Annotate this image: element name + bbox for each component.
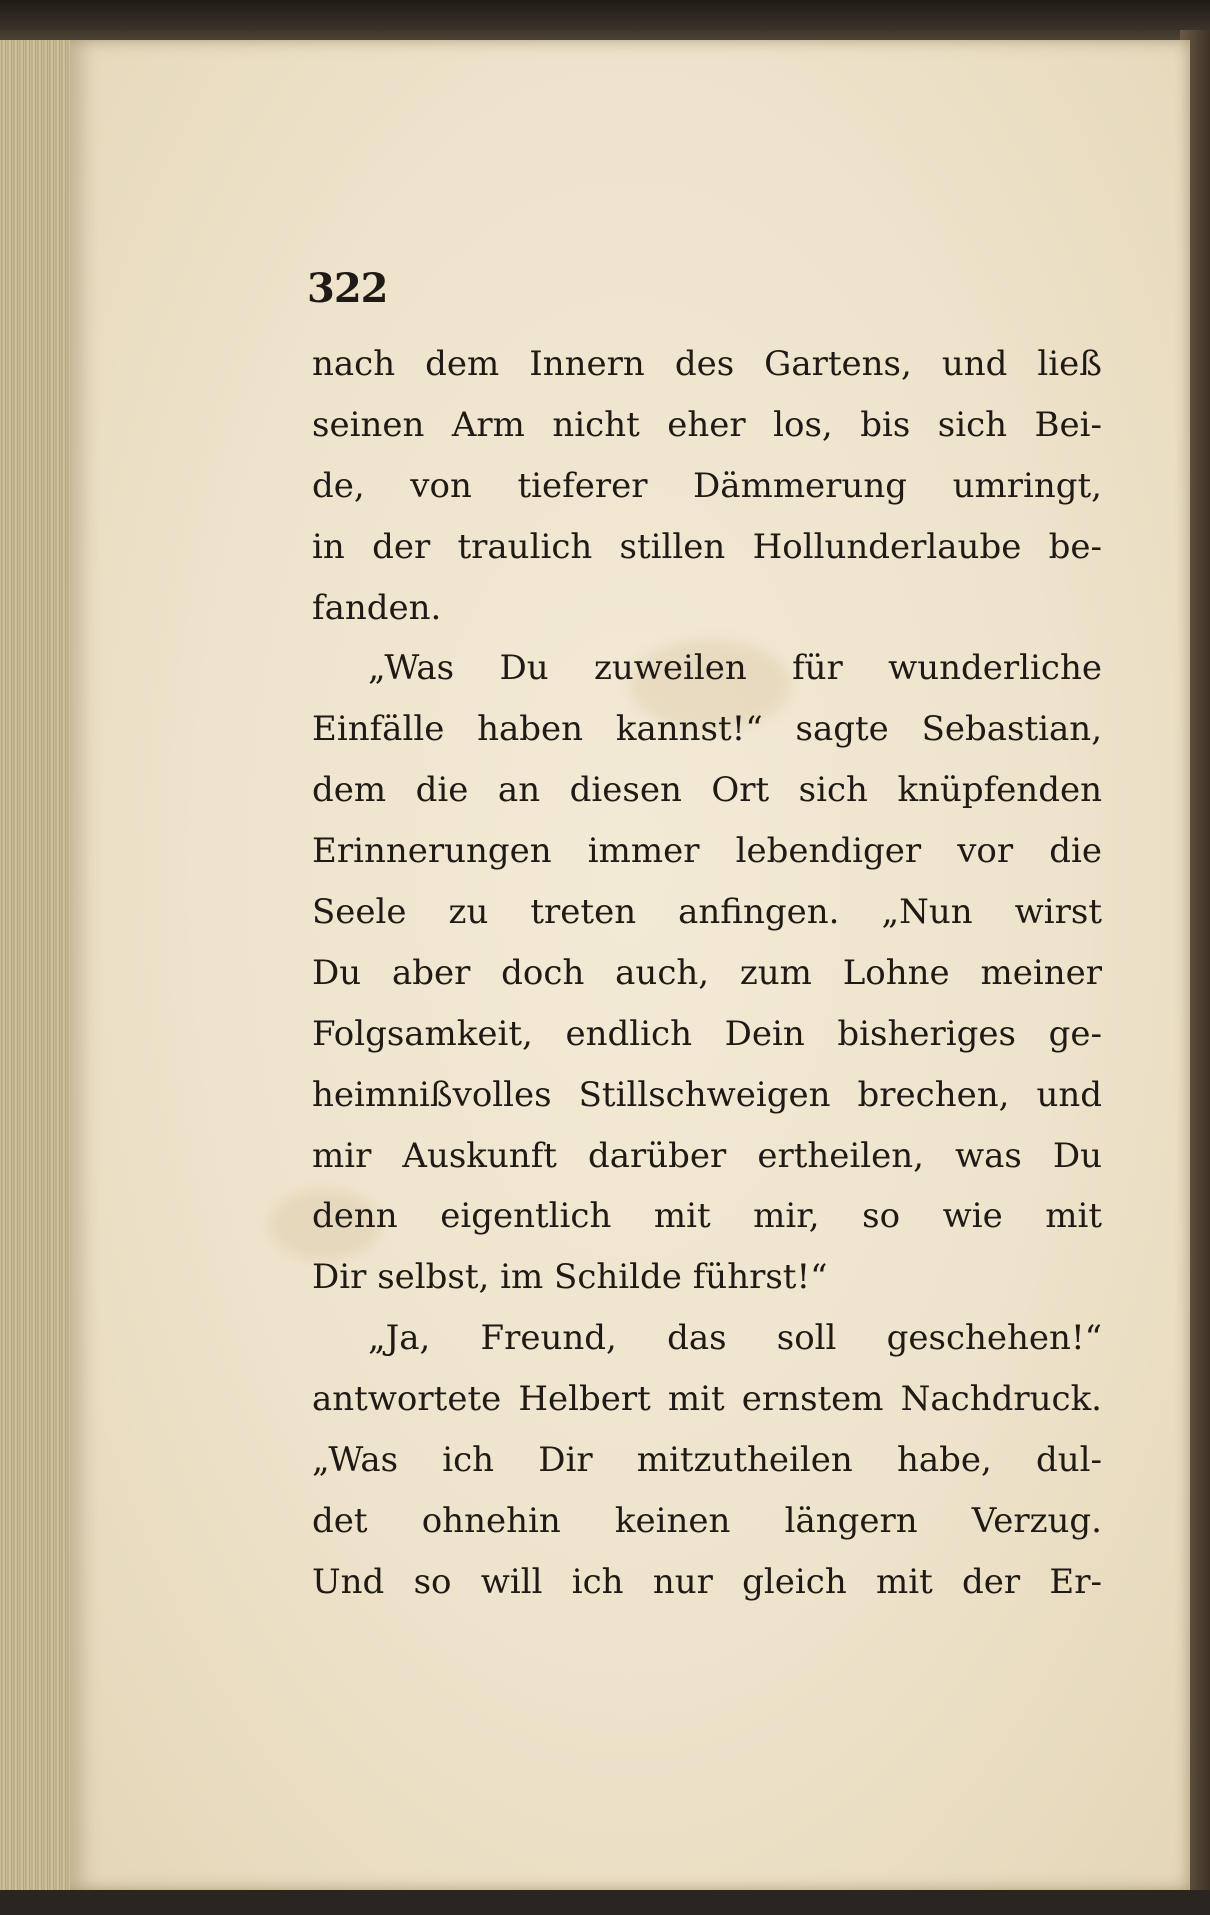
text-line: seinen Arm nicht eher los, bis sich Bei- xyxy=(312,404,1102,445)
text-line: denn eigentlich mit mir, so wie mit xyxy=(312,1196,1102,1237)
text-line: Einfälle haben kannst!“ sagte Sebastian, xyxy=(312,709,1102,750)
text-line: Folgsamkeit, endlich Dein bisheriges ge- xyxy=(312,1013,1102,1054)
body-text xyxy=(312,334,1102,1613)
text-line: antwortete Helbert mit ernstem Nachdruck. xyxy=(312,1379,1102,1420)
text-line: Du aber doch auch, zum Lohne meiner xyxy=(312,952,1102,993)
text-line: in der traulich stillen Hollunderlaube be- xyxy=(312,526,1102,567)
book-page-edges xyxy=(0,40,72,1890)
text-line: det ohnehin keinen längern Verzug. xyxy=(312,1500,1102,1541)
text-line: dem die an diesen Ort sich knüpfenden xyxy=(312,770,1102,811)
text-line: Dir selbst, im Schilde führst!“ xyxy=(312,1257,828,1298)
text-line: heimnißvolles Stillschweigen brechen, und xyxy=(312,1074,1102,1115)
text-line: mir Auskunft darüber ertheilen, was Du xyxy=(312,1135,1102,1176)
page-number: 322 xyxy=(307,265,388,312)
text-line: Seele zu treten anfingen. „Nun wirst xyxy=(312,892,1102,933)
text-line: „Ja, Freund, das soll geschehen!“ xyxy=(368,1318,1102,1359)
text-line: de, von tieferer Dämmerung umringt, xyxy=(312,465,1102,506)
text-line: Und so will ich nur gleich mit der Er- xyxy=(312,1561,1102,1602)
text-line: nach dem Innern des Gartens, und ließ xyxy=(312,344,1102,384)
text-line: „Was ich Dir mitzutheilen habe, dul- xyxy=(312,1440,1102,1481)
text-line: Erinnerungen immer lebendiger vor die xyxy=(312,831,1102,872)
text-line: „Was Du zuweilen für wunderliche xyxy=(368,648,1102,689)
text-line: fanden. xyxy=(312,587,442,628)
